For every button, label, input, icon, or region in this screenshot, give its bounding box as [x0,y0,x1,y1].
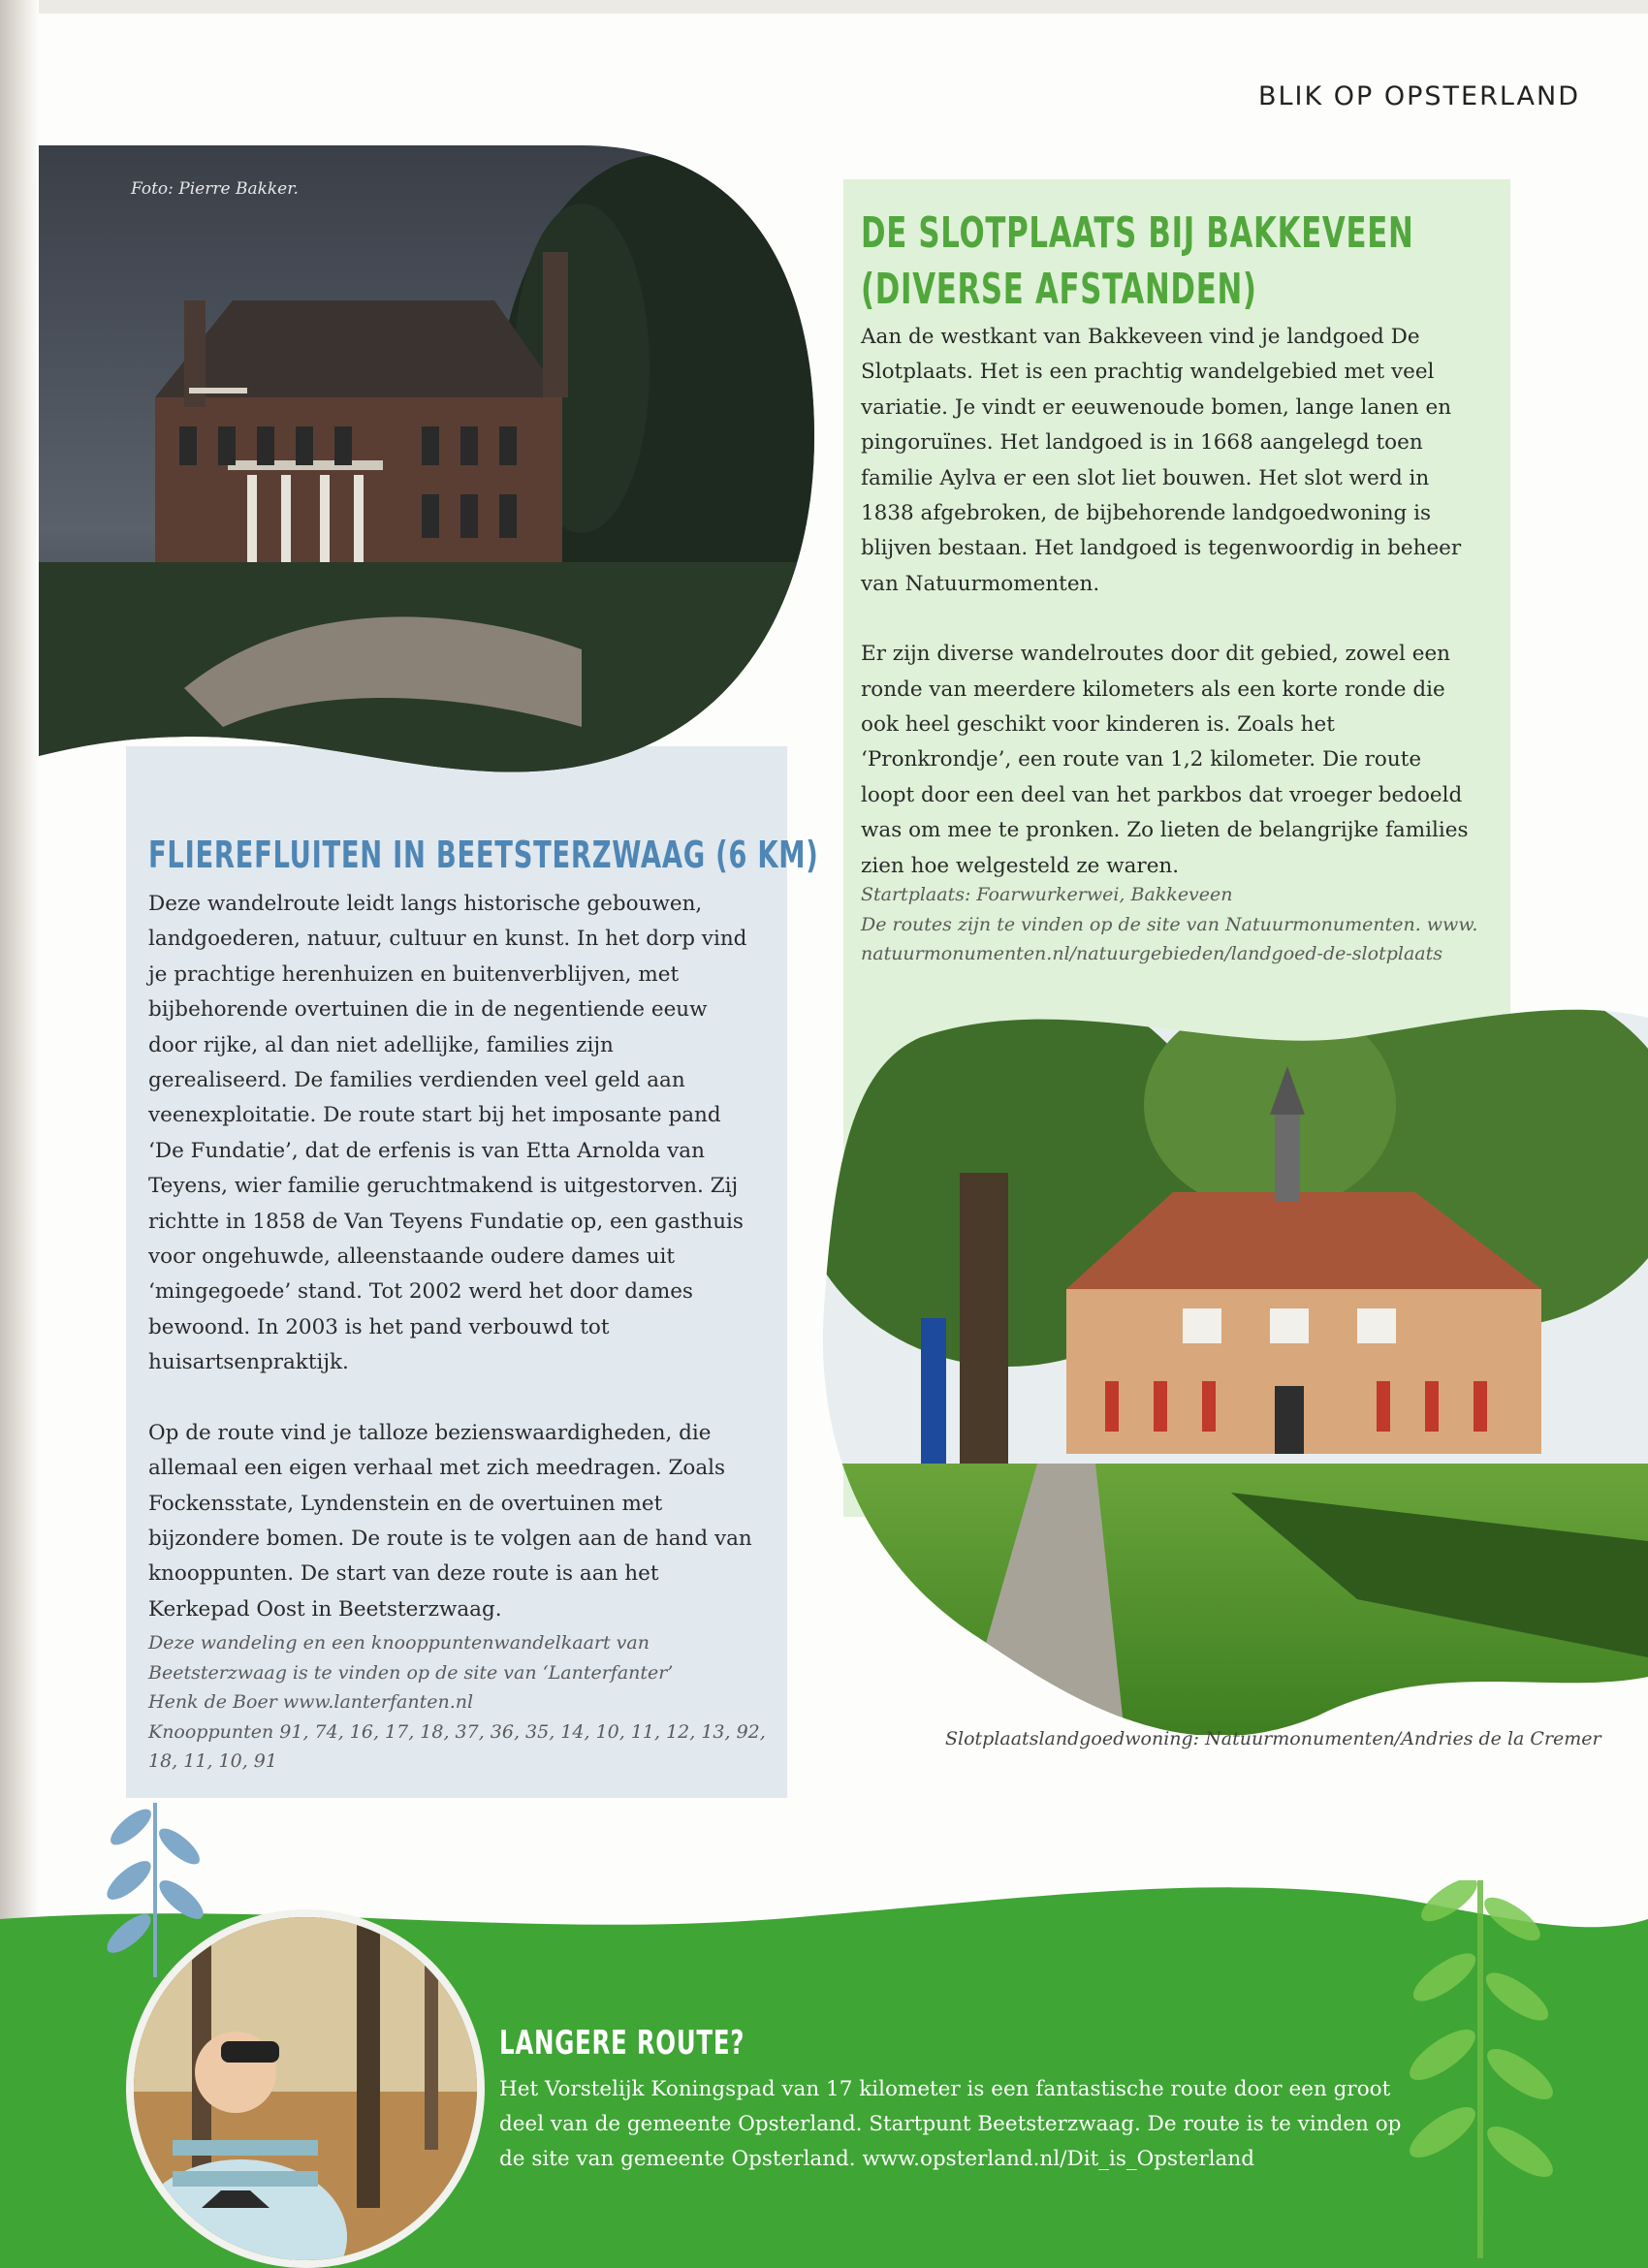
left-article-body [148,887,759,1662]
section-label: BLIK OP OPSTERLAND [1257,81,1580,111]
right-note-start: Startplaats: Foarwurkerwei, Bakkeveen [861,884,1233,905]
left-note-author: Henk de Boer www.lanterfanten.nl [148,1691,474,1713]
right-article-notes [861,880,1481,969]
left-paragraph-1: Deze wandelroute leidt langs historische gebouwen, landgoederen, natuur, cultuur en kunst. In het dorp vind je prachtige herenhuizen en buitenverblijven, met bijbehorende overtuinen die in de negentiende eeuw door rijke, al dan niet adellijke, families zijn gerealiseerd. De families verdienden veel geld aan veenexploitatie. De route start bij het imposante pand ‘De Fundatie’, dat de erfenis is van Etta Arnolda van Teyens, wier familie geruchtmakend is uitgestorven. Zij richtte in 1858 de Van Teyens Fundatie op, een gasthuis voor ongehuwde, alleenstaande oudere dames uit ‘mingegoede’ stand. Tot 2002 werd het door dames bewoond. In 2003 is het pand verbouwd tot huisartsenpraktijk. [148,892,747,1375]
right-paragraph-1: Aan de westkant van Bakkeveen vind je landgoed De Slotplaats. Het is een prachtig wandelgebied met veel variatie. Je vindt er eeuwenoude bomen, lange lanen en pingoruïnes. Het landgoed is in 1668 aangelegd toen familie Aylva er een slot liet bouwen. Het slot werd in 1838 afgebroken, de bijbehorende landgoedwoning is blijven bestaan. Het landgoed is tegenwoordig in beheer van Natuurmomenten. [861,325,1462,596]
child-binoculars-illustration [134,1917,477,2260]
right-note-website: De routes zijn te vinden op de site van Natuurmonumenten. www. natuurmonumenten.nl/natuurgebieden/landgoed-de-slotplaats [861,913,1478,964]
left-article-notes [148,1628,769,1777]
left-article-title: FLIEREFLUITEN IN BEETSTERZWAAG (6 KM) [148,834,819,876]
right-title-line-2: (DIVERSE AFSTANDEN) [861,265,1257,314]
left-note-source: Deze wandeling en een knooppuntenwandelkaart van Beetsterzwaag is te vinden op de site van ‘Lanterfanter’ [148,1632,674,1684]
manor-house-photo [39,145,843,785]
right-paragraph-2: Er zijn diverse wandelroutes door dit gebied, zowel een ronde van meerdere kilometers als een korte ronde die ook heel geschikt voor kinderen is. Zoals het ‘Pronkrondje’, een route van 1,2 kilometer. Die route loopt door een deel van het parkbos dat vroeger bedoeld was om mee te pronken. Zo lieten de belangrijke families zien hoe welgesteld ze waren. [861,642,1469,878]
scan-top-edge [0,0,1648,14]
footer-box-title: LANGERE ROUTE? [499,2024,745,2063]
child-binoculars-photo [126,1909,485,2268]
slotplaats-photo [814,998,1648,1735]
top-photo-credit: Foto: Pierre Bakker. [131,179,299,199]
left-paragraph-2: Op de route vind je talloze bezienswaardigheden, die allemaal een eigen verhaal met zich meedragen. Zoals Fockensstate, Lyndenstein en de overtuinen met bijzondere bomen. De route is te volgen aan de hand van knooppunten. De start van deze route is aan het Kerkepad Oost in Beetsterzwaag. [148,1420,752,1622]
left-note-knooppunten: Knooppunten 91, 74, 16, 17, 18, 37, 36, 35, 14, 10, 11, 12, 13, 92, 18, 11, 10, 91 [148,1720,766,1772]
right-article-body [861,320,1481,919]
footer-box-text: Het Vorstelijk Koningspad van 17 kilometer is een fantastische route door een groot deel van de gemeente Opsterland. Startpunt Beetsterzwaag. De route is te vinden op de site van gemeente Opsterland. www.opsterland.nl/Dit_is_Opsterland [499,2077,1402,2171]
slotplaats-photo-caption: Slotplaatslandgoedwoning: Natuurmonumenten/Andries de la Cremer [945,1728,1601,1749]
right-article-title [861,205,1413,318]
right-title-line-1: DE SLOTPLAATS BIJ BAKKEVEEN [861,208,1414,258]
